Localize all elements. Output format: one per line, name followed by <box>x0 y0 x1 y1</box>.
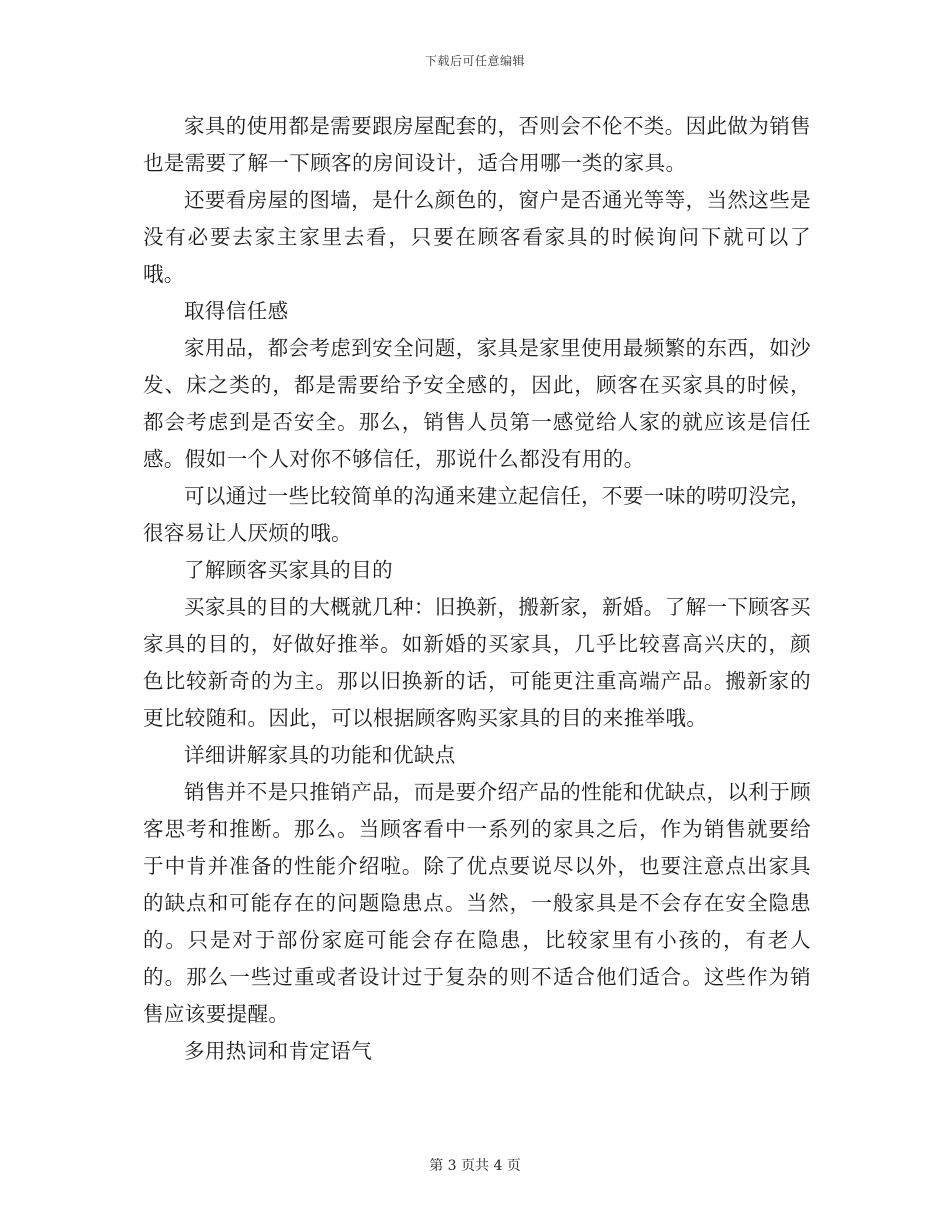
section-heading-features: 详细讲解家具的功能和优缺点 <box>184 743 456 767</box>
paragraph-room-walls: 还要看房屋的图墙，是什么颜色的，窗户是否通光等等，当然这些是没有必要去家主家里去看，只要在顾客看家具的时候询问下就可以了哦。 <box>143 188 811 286</box>
paragraph-trust-safety: 家用品，都会考虑到安全问题，家具是家里使用最频繁的东西，如沙发、床之类的，都是需要给予安全感的，因此，顾客在买家具的时候，都会考虑到是否安全。那么，销售人员第一感觉给人家的就应该是信任感。假如一个人对你不够信任，那说什么都没有用的。 <box>143 336 811 471</box>
paragraph-purchase-purpose: 买家具的目的大概就几种：旧换新，搬新家，新婚。了解一下顾客买家具的目的，好做好推举。如新婚的买家具，几乎比较喜高兴庆的，颜色比较新奇的为主。那以旧换新的话，可能更注重高端产品。搬新家的更比较随和。因此，可以根据顾客购买家具的目的来推举哦。 <box>143 595 811 730</box>
page-number: 第 3 页共 4 页 <box>429 1158 521 1174</box>
paragraph-features-pros-cons: 销售并不是只推销产品，而是要介绍产品的性能和优缺点，以利于顾客思考和推断。那么。当顾客看中一系列的家具之后，作为销售就要给于中肯并准备的性能介绍啦。除了优点要说尽以外，也要注意点出家具的缺点和可能存在的问题隐患点。当然，一般家具是不会存在安全隐患的。只是对于部份家庭可能会存在隐患，比较家里有小孩的，有老人的。那么一些过重或者设计过于复杂的则不适合他们适合。这些作为销售应该要提醒。 <box>143 780 811 1026</box>
paragraph-trust-communication: 可以通过一些比较简单的沟通来建立起信任，不要一味的唠叨没完，很容易让人厌烦的哦。 <box>143 484 811 545</box>
paragraph-furniture-matching: 家具的使用都是需要跟房屋配套的，否则会不伦不类。因此做为销售也是需要了解一下顾客的房间设计，适合用哪一类的家具。 <box>143 114 811 175</box>
document-body <box>143 108 811 1070</box>
section-heading-keywords: 多用热词和肯定语气 <box>184 1039 373 1063</box>
section-heading-trust: 取得信任感 <box>184 299 289 323</box>
section-heading-purpose: 了解顾客买家具的目的 <box>184 558 393 582</box>
page-header: 下载后可任意编辑 <box>424 54 525 68</box>
